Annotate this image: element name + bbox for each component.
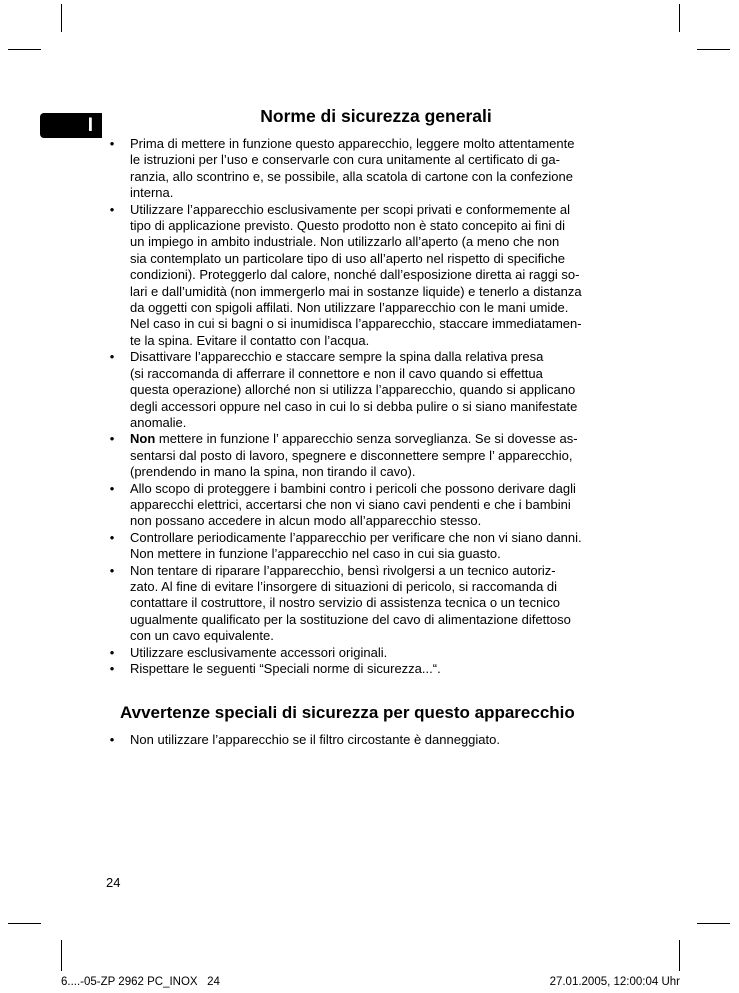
- bullet-icon: •: [109, 136, 115, 151]
- bullet-icon: •: [109, 644, 115, 660]
- footer-timestamp: 27.01.2005, 12:00:04 Uhr: [549, 976, 680, 988]
- list-item: [106, 431, 646, 480]
- list-item: [106, 732, 646, 748]
- list-item-text: Disattivare l’apparecchio e staccare sempre la spina dalla relativa presa (si raccomanda di afferrare il connettore e non il cavo quando si effettua questa operazione) allorché non si utilizza l’apparecchio, quando si applicano degli accessori oppure nel caso in cui lo si debba pulire o si siano manifestate anomalie.: [130, 349, 578, 430]
- list-item-text: Utilizzare esclusivamente accessori originali.: [130, 644, 388, 660]
- footer-file-info: 6....-05-ZP 2962 PC_INOX 24: [61, 976, 220, 988]
- list-item: [106, 645, 646, 661]
- list-item-text: Rispettare le seguenti “Speciali norme di sicurezza...“.: [130, 661, 441, 676]
- crop-mark: [8, 923, 41, 924]
- language-tab: I: [40, 113, 102, 138]
- bullet-icon: •: [109, 661, 115, 676]
- list-item-text: Prima di mettere in funzione questo apparecchio, leggere molto attentamente le istruzioni per l’uso e conservarle con cura unitamente al certificato di ga- ranzia, allo scontrino e, se possibile, alla scatola di cartone con la confezione interna.: [130, 136, 575, 201]
- list-item: [106, 349, 646, 431]
- bullet-icon: •: [109, 732, 115, 747]
- list-item: [106, 661, 646, 677]
- list-item-text: Non utilizzare l’apparecchio se il filtro circostante è danneggiato.: [130, 732, 500, 747]
- special-safety-list: [106, 732, 646, 748]
- bullet-icon: •: [109, 480, 115, 496]
- list-item-text: mettere in funzione l’ apparecchio senza sorveglianza. Se si dovesse as- sentarsi dal posto di lavoro, spegnere e disconnettere sempre l’ apparecchio, (prendendo in mano la spina, non tirando il cavo).: [130, 431, 578, 480]
- list-item: [106, 481, 646, 530]
- list-item-text: Allo scopo di proteggere i bambini contro i pericoli che possono derivare dagli apparecchi elettrici, accertarsi che non vi siano cavi pendenti e che i bambini non possano accedere in alcun modo all’apparecchio stesso.: [130, 480, 576, 529]
- list-item: [106, 202, 646, 350]
- crop-mark: [679, 940, 680, 971]
- list-item: [106, 530, 646, 563]
- crop-mark: [8, 49, 41, 50]
- crop-mark: [679, 4, 680, 32]
- list-item: [106, 563, 646, 645]
- list-item-text: Non tentare di riparare l’apparecchio, bensì rivolgersi a un tecnico autoriz- zato. Al fine di evitare l’insorgere di situazioni di pericolo, si raccomanda di contattare il costruttore, il nostro servizio di assistenza tecnica o un tecnico ugualmente qualificato per la sostituzione del cavo di alimentazione difettoso con un cavo equivalente.: [130, 562, 571, 644]
- bullet-icon: •: [109, 562, 115, 578]
- section-title-special: Avvertenze speciali di sicurezza per questo apparecchio: [120, 703, 575, 722]
- list-item-text: Utilizzare l’apparecchio esclusivamente per scopi privati e conformemente al tipo di applicazione previsto. Questo prodotto non è stato concepito ai fini di un impiego in ambito industriale. Non utilizzarlo all’aperto (a meno che non sia contemplato un particolare tipo di uso all’aperto nel rispetto di specifiche condizioni). Proteggerlo dal calore, nonché dall’esposizione diretta ai raggi so- lari e dall’umidità (non immergerlo mai in sostanze liquide) e tenerlo a distanza da oggetti con spigoli affilati. Non utilizzare l’apparecchio con le mani umide. Nel caso in cui si bagni o si inumidisca l’apparecchio, staccare immediatamen- te la spina. Evitare il contatto con l’acqua.: [130, 201, 582, 348]
- emphasis-text: Non: [130, 431, 156, 447]
- page-number: 24: [106, 875, 121, 890]
- bullet-icon: •: [109, 431, 115, 447]
- crop-mark: [697, 49, 730, 50]
- crop-mark: [61, 4, 62, 32]
- bullet-icon: •: [109, 529, 115, 545]
- bullet-icon: •: [109, 349, 115, 365]
- crop-mark: [61, 940, 62, 971]
- bullet-icon: •: [109, 201, 115, 217]
- general-safety-list: [106, 136, 646, 677]
- crop-mark: [697, 923, 730, 924]
- list-item-text: Controllare periodicamente l’apparecchio per verificare che non vi siano danni. Non mettere in funzione l’apparecchio nel caso in cui sia guasto.: [130, 529, 582, 562]
- section-title-general: Norme di sicurezza generali: [260, 106, 492, 126]
- list-item: [106, 136, 646, 202]
